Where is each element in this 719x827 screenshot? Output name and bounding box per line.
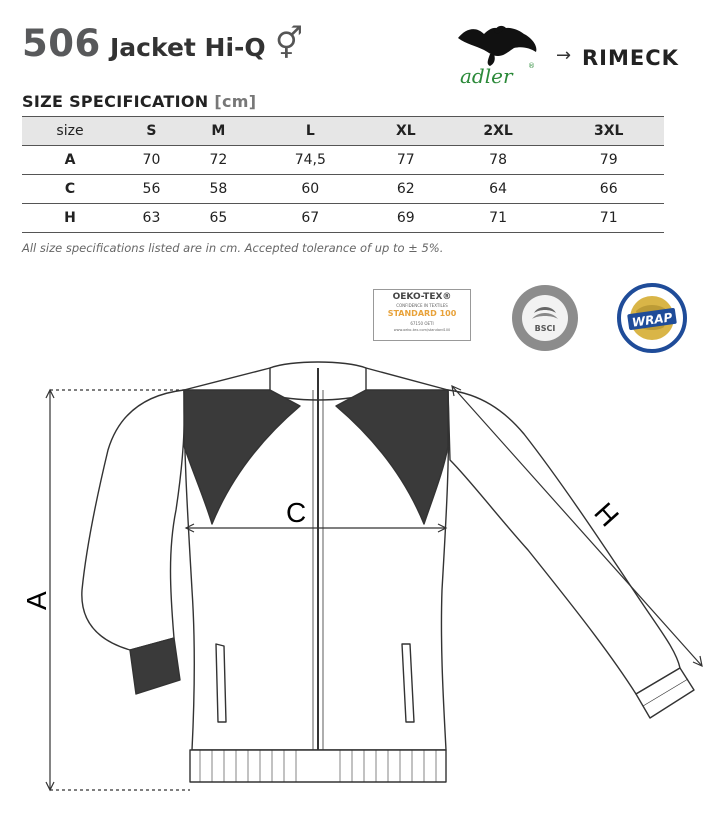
- bsci-label: BSCI: [534, 324, 556, 333]
- row-label: A: [22, 146, 118, 175]
- product-name: Jacket Hi-Q: [110, 33, 266, 62]
- size-column-header: S: [118, 117, 185, 146]
- table-cell: 70: [118, 146, 185, 175]
- table-cell: 77: [369, 146, 443, 175]
- table-cell: 56: [118, 175, 185, 204]
- product-code: 506: [22, 22, 101, 65]
- table-cell: 60: [252, 175, 369, 204]
- table-cell: 72: [185, 146, 252, 175]
- jacket-hem: [190, 750, 446, 782]
- table-cell: 71: [553, 204, 664, 233]
- spec-title: [22, 92, 256, 111]
- table-cell: 66: [553, 175, 664, 204]
- table-cell: 65: [185, 204, 252, 233]
- table-cell: 63: [118, 204, 185, 233]
- size-column-header: M: [185, 117, 252, 146]
- oeko-tex-title: OEKO-TEX®: [392, 292, 452, 302]
- table-cell: 74,5: [252, 146, 369, 175]
- size-column-header: L: [252, 117, 369, 146]
- left-pocket: [216, 644, 226, 722]
- table-cell: 67: [252, 204, 369, 233]
- oeko-tex-code: 67150 OETI: [410, 321, 434, 326]
- table-cell: 69: [369, 204, 443, 233]
- oeko-tex-badge: [373, 289, 471, 341]
- size-column-header: size: [22, 117, 118, 146]
- row-label: H: [22, 204, 118, 233]
- table-row: [22, 175, 664, 204]
- jacket-technical-drawing: [0, 350, 719, 827]
- unisex-gender-icon: ⚥: [275, 26, 303, 62]
- dimension-h-label: H: [588, 496, 625, 533]
- bsci-badge-icon: [510, 283, 580, 353]
- adler-registered-mark: ®: [528, 62, 535, 70]
- dimension-c-label: C: [286, 497, 307, 528]
- size-column-header: XL: [369, 117, 443, 146]
- table-cell: 71: [443, 204, 554, 233]
- tolerance-note: All size specifications listed are in cm. Accepted tolerance of up to ± 5%.: [22, 241, 444, 255]
- spec-title-text: SIZE SPECIFICATION: [22, 92, 209, 111]
- table-cell: 62: [369, 175, 443, 204]
- row-label: C: [22, 175, 118, 204]
- right-sleeve: [448, 390, 680, 694]
- dimension-h-line: [452, 386, 702, 666]
- size-column-header: 3XL: [553, 117, 664, 146]
- wrap-certification-icon: [614, 283, 690, 353]
- table-cell: 58: [185, 175, 252, 204]
- rimeck-wordmark: RIMECK: [582, 46, 679, 70]
- table-cell: 78: [443, 146, 554, 175]
- size-table-header-row: [22, 117, 664, 146]
- table-cell: 64: [443, 175, 554, 204]
- oeko-tex-subtitle: CONFIDENCE IN TEXTILES: [396, 303, 448, 308]
- table-row: [22, 146, 664, 175]
- size-column-header: 2XL: [443, 117, 554, 146]
- arrow-right-icon: →: [556, 45, 572, 66]
- table-cell: 79: [553, 146, 664, 175]
- left-sleeve: [82, 390, 185, 650]
- table-row: [22, 204, 664, 233]
- oeko-tex-standard: STANDARD 100: [387, 309, 457, 318]
- oeko-tex-url: www.oeko-tex.com/standard100: [393, 328, 451, 332]
- wrap-label: WRAP: [631, 310, 674, 330]
- dimension-a-label: A: [21, 591, 52, 610]
- spec-title-unit: [cm]: [214, 92, 257, 111]
- size-table: [22, 116, 664, 233]
- adler-wordmark: adler: [460, 64, 513, 88]
